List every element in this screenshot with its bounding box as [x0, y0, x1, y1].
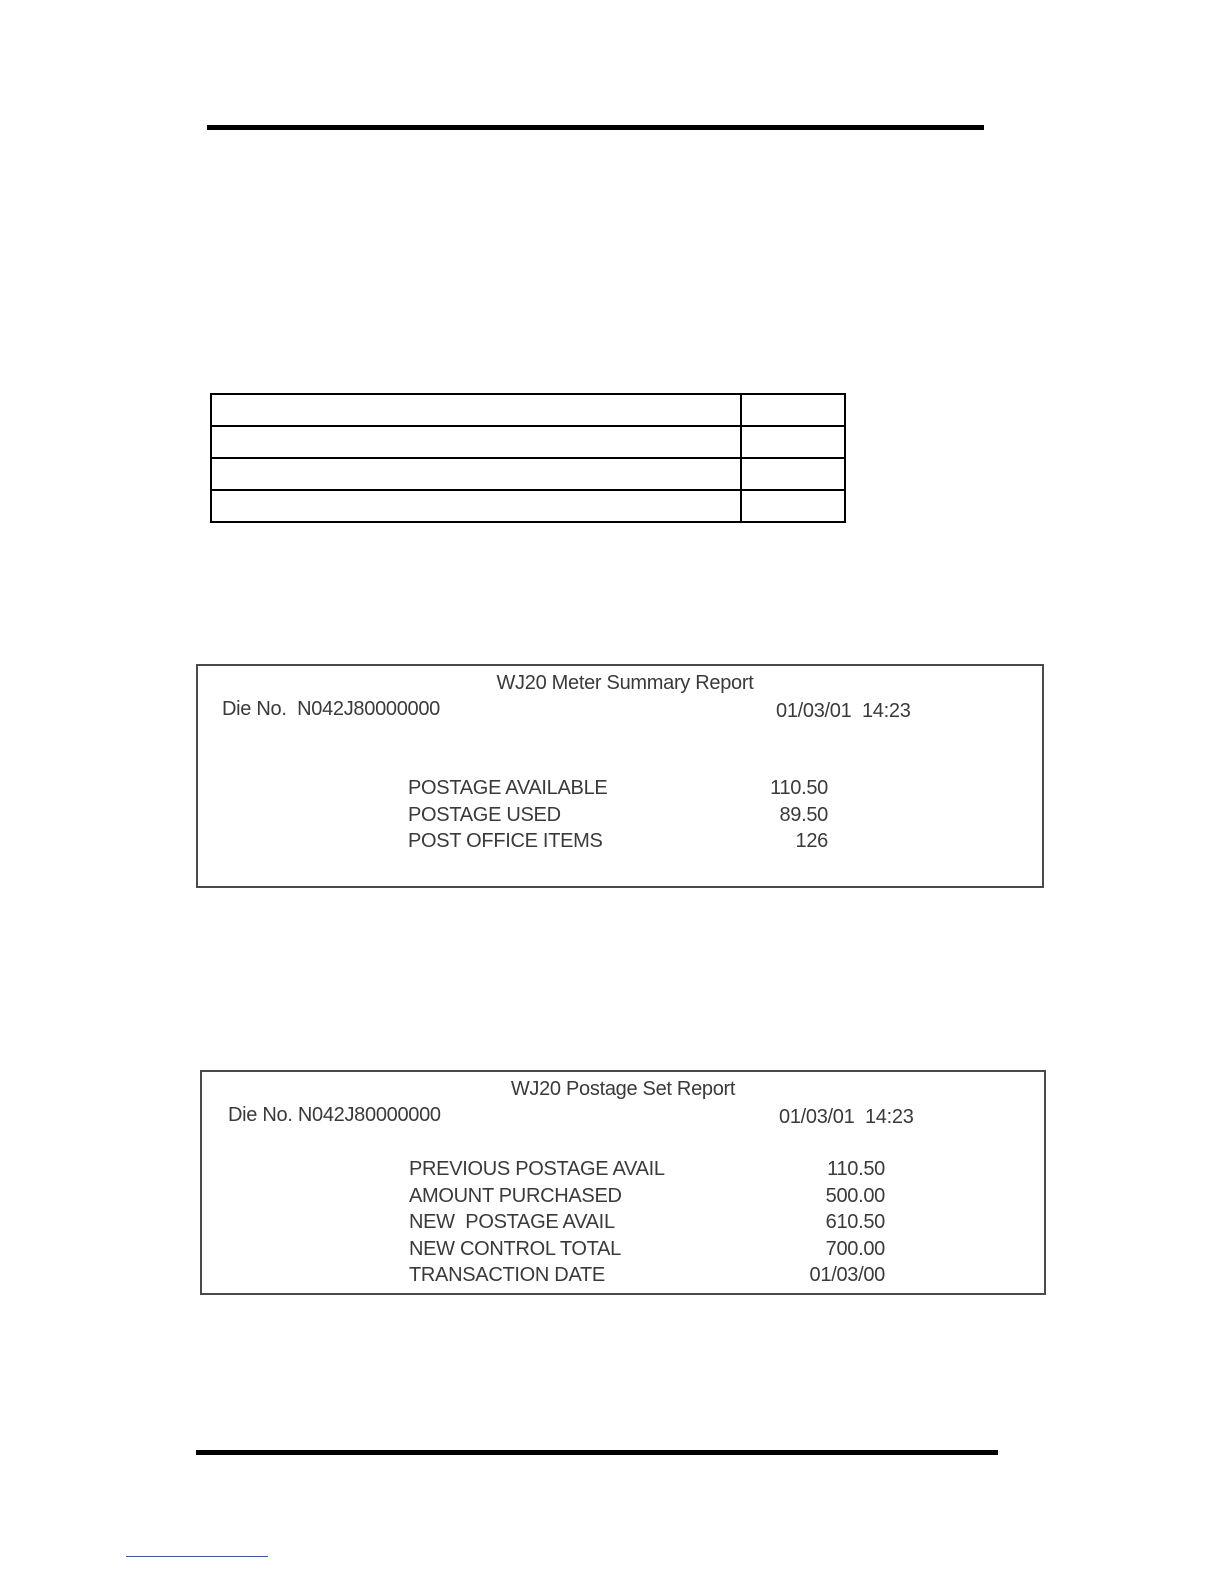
report-row-postage-available — [408, 775, 828, 802]
report-rows — [408, 775, 828, 855]
table-row — [211, 458, 845, 490]
report-row-amount-purchased — [409, 1183, 885, 1210]
report-date-time: 01/03/01 14:23 — [776, 700, 911, 722]
table-row — [211, 490, 845, 522]
report-rows — [409, 1156, 885, 1289]
die-number-value: N042J80000000 — [297, 1104, 441, 1126]
table-cell — [741, 490, 845, 522]
header-rule — [207, 125, 984, 130]
row-value: 110.50 — [770, 777, 828, 799]
report-row-transaction-date — [409, 1262, 885, 1289]
die-number-label: Die No. — [228, 1104, 293, 1126]
table-cell — [211, 490, 741, 522]
row-value: 01/03/00 — [809, 1264, 885, 1286]
row-value: 126 — [795, 830, 828, 852]
report-row-previous-postage-avail — [409, 1156, 885, 1183]
report-title: WJ20 Meter Summary Report — [496, 672, 754, 694]
table-row — [211, 426, 845, 458]
table-cell — [211, 426, 741, 458]
postage-set-report — [200, 1070, 1046, 1295]
report-date-time: 01/03/01 14:23 — [779, 1106, 914, 1128]
table-row — [211, 394, 845, 426]
table-cell — [741, 426, 845, 458]
row-value: 500.00 — [825, 1184, 885, 1207]
footer-rule — [196, 1450, 998, 1455]
report-row-new-control-total — [409, 1236, 885, 1263]
die-number-label: Die No. — [222, 698, 287, 720]
row-value: 610.50 — [825, 1211, 885, 1233]
table-cell — [741, 394, 845, 426]
row-label: POSTAGE USED — [408, 803, 561, 826]
row-label: NEW CONTROL TOTAL — [409, 1237, 621, 1260]
die-number-value: N042J80000000 — [297, 698, 441, 720]
row-value: 700.00 — [825, 1237, 885, 1260]
row-label: POST OFFICE ITEMS — [408, 830, 603, 852]
footer-link-underline — [126, 1556, 268, 1557]
report-row-postage-used — [408, 802, 828, 829]
row-value: 110.50 — [827, 1158, 885, 1180]
table-cell — [211, 394, 741, 426]
empty-table — [210, 393, 846, 523]
report-row-post-office-items — [408, 828, 828, 855]
row-label: PREVIOUS POSTAGE AVAIL — [409, 1158, 665, 1180]
row-label: TRANSACTION DATE — [409, 1264, 605, 1286]
row-label: NEW POSTAGE AVAIL — [409, 1211, 615, 1233]
die-number — [222, 698, 440, 721]
meter-summary-report — [196, 664, 1044, 888]
row-value: 89.50 — [779, 803, 828, 826]
table-cell — [211, 458, 741, 490]
row-label: AMOUNT PURCHASED — [409, 1184, 622, 1207]
die-number — [228, 1104, 441, 1127]
row-label: POSTAGE AVAILABLE — [408, 777, 608, 799]
table-cell — [741, 458, 845, 490]
report-title: WJ20 Postage Set Report — [510, 1078, 736, 1100]
report-row-new-postage-avail — [409, 1209, 885, 1236]
